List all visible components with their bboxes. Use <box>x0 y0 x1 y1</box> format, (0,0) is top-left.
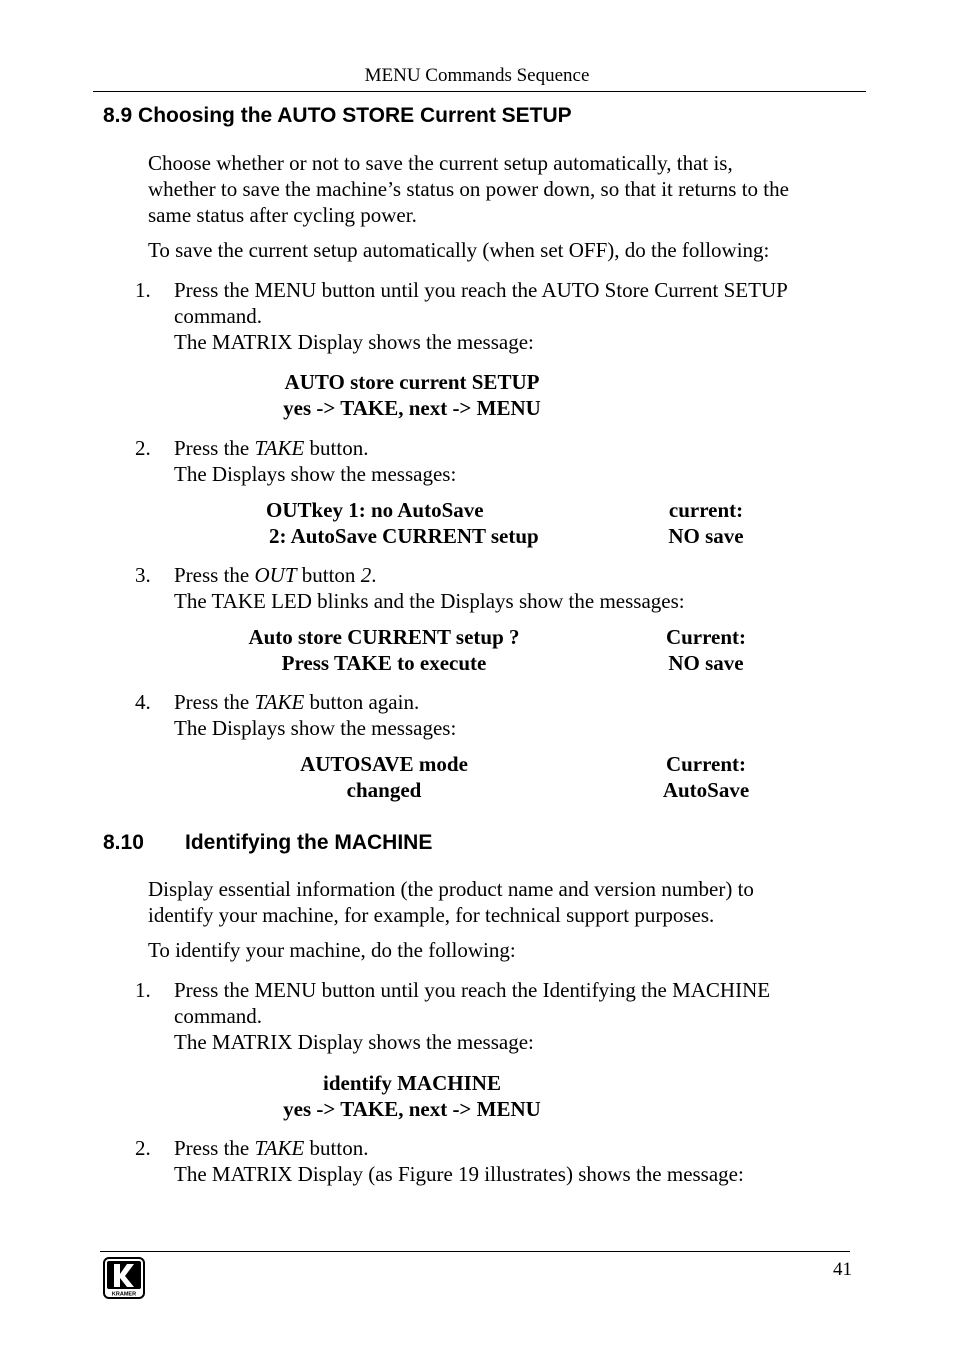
step-line: command. <box>174 1004 263 1028</box>
step-line: The Displays show the messages: <box>174 462 457 486</box>
step-line: Press the TAKE button. <box>174 436 369 460</box>
display-message <box>212 1070 612 1122</box>
lead-sentence: To identify your machine, do the following: <box>148 938 516 962</box>
step-line: The TAKE LED blinks and the Displays show the messages: <box>174 589 685 613</box>
section-title: Choosing the AUTO STORE Current SETUP <box>138 104 572 127</box>
step-line: command. <box>174 304 263 328</box>
step-line: The MATRIX Display shows the message: <box>174 330 534 354</box>
step-number: 3. <box>135 563 151 587</box>
intro-line: Choose whether or not to save the current setup automatically, that is, <box>148 151 733 175</box>
step-number: 2. <box>135 436 151 460</box>
message-line: AUTOSAVE mode <box>300 752 468 776</box>
message-line: identify MACHINE <box>323 1071 501 1095</box>
intro-line: whether to save the machine’s status on power down, so that it returns to the <box>148 177 789 201</box>
message-line: OUTkey 1: no AutoSave <box>266 498 484 522</box>
display-message-right <box>626 624 786 676</box>
step-line: Press the MENU button until you reach the AUTO Store Current SETUP <box>174 278 788 302</box>
intro-paragraph <box>148 150 789 228</box>
message-line: NO save <box>668 524 744 548</box>
emphasis: TAKE <box>254 436 305 460</box>
message-line: Current: <box>665 625 747 649</box>
step-line: Press the MENU button until you reach the Identifying the MACHINE <box>174 978 771 1002</box>
message-line: AUTO store current SETUP <box>284 370 540 394</box>
kramer-logo-icon <box>103 1257 145 1299</box>
page-number: 41 <box>833 1259 852 1280</box>
display-message-right <box>626 751 786 803</box>
message-line: 2: AutoSave CURRENT setup <box>269 524 539 548</box>
step-text <box>174 1135 744 1187</box>
message-line: Press TAKE to execute <box>281 651 487 675</box>
header-rule <box>93 91 866 92</box>
display-message <box>212 369 612 421</box>
emphasis: TAKE <box>254 1136 305 1160</box>
step-text <box>174 435 456 487</box>
step-line: Press the OUT button 2. <box>174 563 377 587</box>
message-line: Auto store CURRENT setup ? <box>248 625 520 649</box>
step-line: Press the TAKE button again. <box>174 690 420 714</box>
section-heading-8-9 <box>103 103 572 129</box>
emphasis: 2 <box>360 563 372 587</box>
message-line: yes -> TAKE, next -> MENU <box>283 1097 541 1121</box>
emphasis: OUT <box>254 563 297 587</box>
step-text <box>174 977 770 1055</box>
lead-sentence: To save the current setup automatically (when set OFF), do the following: <box>148 238 770 262</box>
kramer-logo-icon <box>103 1257 145 1299</box>
section-number: 8.9 <box>103 104 133 127</box>
step-text <box>174 277 788 355</box>
step-number: 1. <box>135 978 151 1002</box>
display-message-right <box>626 497 786 549</box>
emphasis: TAKE <box>254 690 305 714</box>
section-number: 8.10 <box>103 831 144 854</box>
intro-line: identify your machine, for example, for technical support purposes. <box>148 903 715 927</box>
intro-line: same status after cycling power. <box>148 203 417 227</box>
display-message-left <box>204 751 564 803</box>
message-line: changed <box>346 778 422 802</box>
intro-line: Display essential information (the product name and version number) to <box>148 877 754 901</box>
message-line: AutoSave <box>662 778 750 802</box>
step-line: The Displays show the messages: <box>174 716 457 740</box>
section-title: Identifying the MACHINE <box>185 831 433 854</box>
logo-text: KRAMER <box>111 1291 137 1298</box>
message-line: NO save <box>668 651 744 675</box>
step-number: 2. <box>135 1136 151 1160</box>
display-message-left <box>204 624 564 676</box>
display-message-left <box>215 497 555 549</box>
step-number: 1. <box>135 278 151 302</box>
message-line: current: <box>668 498 744 522</box>
step-line: Press the TAKE button. <box>174 1136 369 1160</box>
section-heading-8-10 <box>103 830 432 856</box>
footer-rule <box>100 1251 850 1252</box>
step-text <box>174 689 456 741</box>
step-number: 4. <box>135 690 151 714</box>
message-line: Current: <box>665 752 747 776</box>
step-line: The MATRIX Display shows the message: <box>174 1030 534 1054</box>
message-line: yes -> TAKE, next -> MENU <box>283 396 541 420</box>
intro-paragraph <box>148 876 754 928</box>
running-header: MENU Commands Sequence <box>364 65 590 86</box>
step-line: The MATRIX Display (as Figure 19 illustrates) shows the message: <box>174 1162 744 1186</box>
step-text <box>174 562 685 614</box>
